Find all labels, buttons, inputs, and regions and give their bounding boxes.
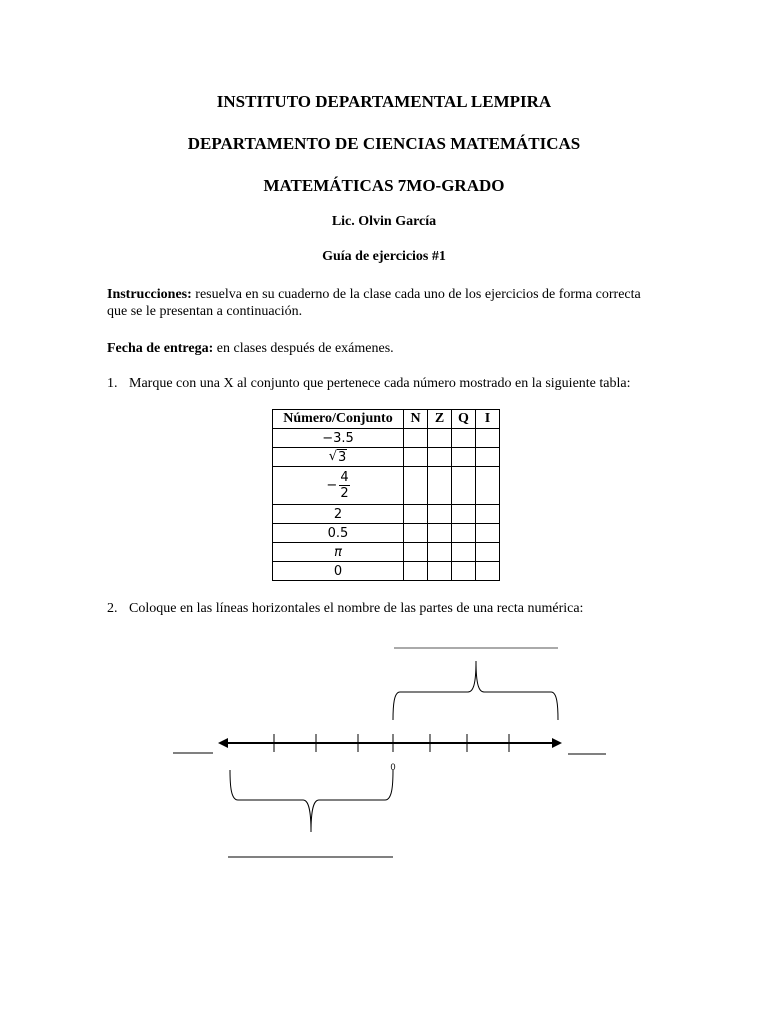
- fraction-numerator: 4: [340, 470, 349, 485]
- cell-number: π: [273, 543, 404, 562]
- instructions-label: Instrucciones:: [107, 287, 192, 302]
- header-q: Q: [452, 410, 476, 429]
- due-date-text: en clases después de exámenes.: [213, 341, 394, 356]
- fraction-denominator: 2: [340, 486, 349, 501]
- exercise-1-number: 1.: [107, 376, 118, 391]
- guide-title: Guía de ejercicios #1: [322, 249, 446, 264]
- cell-number: 0: [273, 562, 404, 581]
- fraction-sign: −: [326, 478, 338, 493]
- arrow-left-icon: [218, 738, 228, 748]
- header-number-set: Número/Conjunto: [273, 410, 404, 429]
- brace-negative: [230, 770, 393, 832]
- exercise-1-text: Marque con una X al conjunto que pertenece cada número mostrado en la siguiente tabla:: [129, 376, 631, 391]
- school-title: INSTITUTO DEPARTAMENTAL LEMPIRA: [216, 92, 552, 111]
- radicand: 3: [338, 450, 347, 465]
- cell-number: 2: [273, 505, 404, 524]
- exercise-2-number: 2.: [107, 601, 118, 616]
- cell-number: −3.5: [273, 429, 404, 448]
- brace-positive: [393, 661, 558, 720]
- header-i: I: [476, 410, 500, 429]
- arrow-right-icon: [552, 738, 562, 748]
- instructions-text: resuelva en su cuaderno de la clase cada uno de los ejercicios de forma correcta que se le presentan a continuación.: [107, 287, 641, 319]
- due-date-label: Fecha de entrega:: [107, 341, 214, 356]
- teacher-name: Lic. Olvin García: [331, 214, 437, 229]
- exercise-2-text: Coloque en las líneas horizontales el nombre de las partes de una recta numérica:: [129, 601, 584, 616]
- origin-label: 0: [390, 762, 396, 772]
- header-z: Z: [428, 410, 452, 429]
- department-title: DEPARTAMENTO DE CIENCIAS MATEMÁTICAS: [187, 134, 581, 153]
- sqrt-symbol: √: [328, 449, 337, 464]
- course-title: MATEMÁTICAS 7MO-GRADO: [263, 176, 505, 195]
- cell-number: 0.5: [273, 524, 404, 543]
- header-n: N: [404, 410, 428, 429]
